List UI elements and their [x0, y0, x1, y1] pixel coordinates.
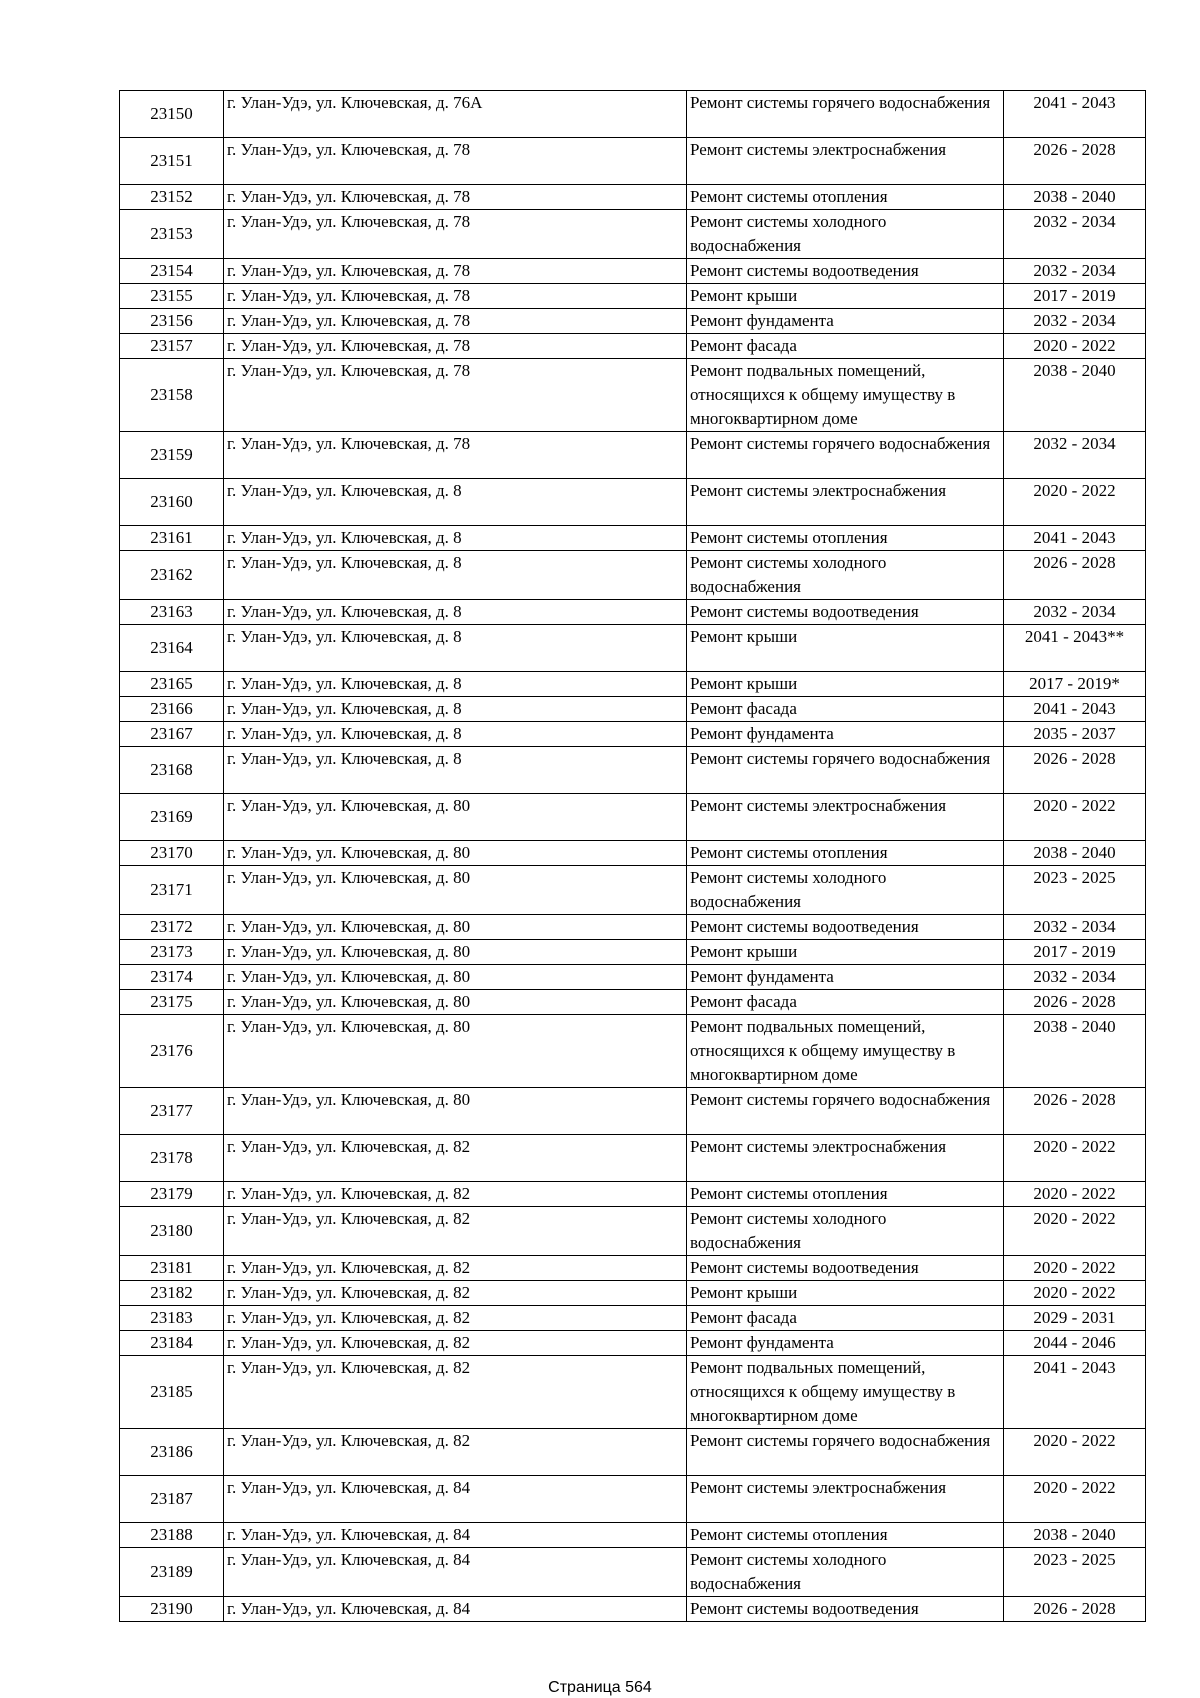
row-number: 23175 — [120, 990, 224, 1015]
table-row — [120, 841, 1146, 866]
row-period: 2035 - 2037 — [1004, 722, 1146, 747]
row-address: г. Улан-Удэ, ул. Ключевская, д. 78 — [224, 359, 687, 432]
row-work-type: Ремонт подвальных помещений, относящихся к общему имуществу в многоквартирном доме — [687, 1356, 1004, 1429]
row-number: 23155 — [120, 284, 224, 309]
table-row — [120, 210, 1146, 259]
row-address: г. Улан-Удэ, ул. Ключевская, д. 80 — [224, 866, 687, 915]
row-number: 23180 — [120, 1207, 224, 1256]
table-row — [120, 1429, 1146, 1476]
row-number: 23186 — [120, 1429, 224, 1476]
table-row — [120, 1182, 1146, 1207]
row-period: 2026 - 2028 — [1004, 1088, 1146, 1135]
row-address: г. Улан-Удэ, ул. Ключевская, д. 80 — [224, 1088, 687, 1135]
table-row — [120, 1015, 1146, 1088]
row-period: 2026 - 2028 — [1004, 138, 1146, 185]
row-period: 2020 - 2022 — [1004, 334, 1146, 359]
row-number: 23172 — [120, 915, 224, 940]
table-row — [120, 334, 1146, 359]
row-work-type: Ремонт крыши — [687, 625, 1004, 672]
row-address: г. Улан-Удэ, ул. Ключевская, д. 78 — [224, 309, 687, 334]
row-address: г. Улан-Удэ, ул. Ключевская, д. 84 — [224, 1476, 687, 1523]
table-row — [120, 866, 1146, 915]
row-address: г. Улан-Удэ, ул. Ключевская, д. 76А — [224, 91, 687, 138]
row-period: 2020 - 2022 — [1004, 479, 1146, 526]
row-work-type: Ремонт системы водоотведения — [687, 1597, 1004, 1622]
table-row — [120, 940, 1146, 965]
row-address: г. Улан-Удэ, ул. Ключевская, д. 82 — [224, 1429, 687, 1476]
row-period: 2023 - 2025 — [1004, 866, 1146, 915]
row-number: 23188 — [120, 1523, 224, 1548]
table-row — [120, 259, 1146, 284]
row-number: 23189 — [120, 1548, 224, 1597]
table-row — [120, 1207, 1146, 1256]
row-period: 2032 - 2034 — [1004, 259, 1146, 284]
row-address: г. Улан-Удэ, ул. Ключевская, д. 8 — [224, 479, 687, 526]
table-row — [120, 1356, 1146, 1429]
table-row — [120, 1548, 1146, 1597]
row-number: 23157 — [120, 334, 224, 359]
row-number: 23187 — [120, 1476, 224, 1523]
row-period: 2041 - 2043 — [1004, 91, 1146, 138]
table-row — [120, 600, 1146, 625]
row-number: 23154 — [120, 259, 224, 284]
row-address: г. Улан-Удэ, ул. Ключевская, д. 80 — [224, 940, 687, 965]
row-number: 23153 — [120, 210, 224, 259]
row-work-type: Ремонт системы электроснабжения — [687, 479, 1004, 526]
row-period: 2041 - 2043 — [1004, 526, 1146, 551]
row-work-type: Ремонт системы электроснабжения — [687, 1476, 1004, 1523]
row-period: 2020 - 2022 — [1004, 1135, 1146, 1182]
row-period: 2041 - 2043 — [1004, 1356, 1146, 1429]
row-period: 2020 - 2022 — [1004, 794, 1146, 841]
row-number: 23152 — [120, 185, 224, 210]
row-number: 23158 — [120, 359, 224, 432]
table-row — [120, 1281, 1146, 1306]
row-period: 2020 - 2022 — [1004, 1429, 1146, 1476]
row-address: г. Улан-Удэ, ул. Ключевская, д. 80 — [224, 915, 687, 940]
row-period: 2020 - 2022 — [1004, 1256, 1146, 1281]
row-address: г. Улан-Удэ, ул. Ключевская, д. 8 — [224, 747, 687, 794]
row-number: 23178 — [120, 1135, 224, 1182]
table-row — [120, 1523, 1146, 1548]
row-address: г. Улан-Удэ, ул. Ключевская, д. 8 — [224, 551, 687, 600]
row-number: 23150 — [120, 91, 224, 138]
row-number: 23190 — [120, 1597, 224, 1622]
row-number: 23184 — [120, 1331, 224, 1356]
row-work-type: Ремонт системы отопления — [687, 1182, 1004, 1207]
row-number: 23151 — [120, 138, 224, 185]
table-row — [120, 672, 1146, 697]
row-number: 23163 — [120, 600, 224, 625]
row-address: г. Улан-Удэ, ул. Ключевская, д. 84 — [224, 1597, 687, 1622]
row-address: г. Улан-Удэ, ул. Ключевская, д. 82 — [224, 1331, 687, 1356]
row-number: 23183 — [120, 1306, 224, 1331]
row-period: 2032 - 2034 — [1004, 965, 1146, 990]
row-address: г. Улан-Удэ, ул. Ключевская, д. 8 — [224, 600, 687, 625]
row-work-type: Ремонт системы холодного водоснабжения — [687, 1207, 1004, 1256]
table-row — [120, 1088, 1146, 1135]
row-address: г. Улан-Удэ, ул. Ключевская, д. 82 — [224, 1281, 687, 1306]
row-period: 2038 - 2040 — [1004, 841, 1146, 866]
row-work-type: Ремонт системы отопления — [687, 526, 1004, 551]
row-period: 2044 - 2046 — [1004, 1331, 1146, 1356]
row-address: г. Улан-Удэ, ул. Ключевская, д. 80 — [224, 990, 687, 1015]
row-address: г. Улан-Удэ, ул. Ключевская, д. 8 — [224, 672, 687, 697]
table-row — [120, 284, 1146, 309]
table-row — [120, 722, 1146, 747]
row-address: г. Улан-Удэ, ул. Ключевская, д. 78 — [224, 210, 687, 259]
row-number: 23176 — [120, 1015, 224, 1088]
row-period: 2041 - 2043** — [1004, 625, 1146, 672]
table-row — [120, 479, 1146, 526]
row-work-type: Ремонт системы холодного водоснабжения — [687, 1548, 1004, 1597]
table-row — [120, 309, 1146, 334]
row-address: г. Улан-Удэ, ул. Ключевская, д. 78 — [224, 185, 687, 210]
table-row — [120, 1306, 1146, 1331]
row-period: 2023 - 2025 — [1004, 1548, 1146, 1597]
row-period: 2017 - 2019 — [1004, 284, 1146, 309]
table-row — [120, 990, 1146, 1015]
row-work-type: Ремонт системы электроснабжения — [687, 1135, 1004, 1182]
row-work-type: Ремонт фасада — [687, 990, 1004, 1015]
table-row — [120, 965, 1146, 990]
row-address: г. Улан-Удэ, ул. Ключевская, д. 82 — [224, 1207, 687, 1256]
row-address: г. Улан-Удэ, ул. Ключевская, д. 82 — [224, 1356, 687, 1429]
row-work-type: Ремонт системы отопления — [687, 185, 1004, 210]
row-address: г. Улан-Удэ, ул. Ключевская, д. 8 — [224, 526, 687, 551]
row-work-type: Ремонт системы холодного водоснабжения — [687, 210, 1004, 259]
table-row — [120, 432, 1146, 479]
row-address: г. Улан-Удэ, ул. Ключевская, д. 82 — [224, 1135, 687, 1182]
row-number: 23169 — [120, 794, 224, 841]
row-address: г. Улан-Удэ, ул. Ключевская, д. 82 — [224, 1306, 687, 1331]
row-period: 2038 - 2040 — [1004, 1523, 1146, 1548]
row-work-type: Ремонт крыши — [687, 672, 1004, 697]
row-address: г. Улан-Удэ, ул. Ключевская, д. 8 — [224, 697, 687, 722]
row-work-type: Ремонт системы водоотведения — [687, 1256, 1004, 1281]
row-work-type: Ремонт фасада — [687, 334, 1004, 359]
row-address: г. Улан-Удэ, ул. Ключевская, д. 78 — [224, 138, 687, 185]
row-work-type: Ремонт системы отопления — [687, 841, 1004, 866]
row-period: 2041 - 2043 — [1004, 697, 1146, 722]
row-period: 2026 - 2028 — [1004, 747, 1146, 794]
row-number: 23168 — [120, 747, 224, 794]
row-work-type: Ремонт системы электроснабжения — [687, 794, 1004, 841]
table-row — [120, 1256, 1146, 1281]
row-number: 23166 — [120, 697, 224, 722]
row-period: 2032 - 2034 — [1004, 210, 1146, 259]
row-work-type: Ремонт системы горячего водоснабжения — [687, 432, 1004, 479]
row-work-type: Ремонт системы водоотведения — [687, 600, 1004, 625]
row-number: 23162 — [120, 551, 224, 600]
row-address: г. Улан-Удэ, ул. Ключевская, д. 84 — [224, 1523, 687, 1548]
row-number: 23174 — [120, 965, 224, 990]
row-number: 23170 — [120, 841, 224, 866]
row-work-type: Ремонт системы горячего водоснабжения — [687, 1429, 1004, 1476]
row-work-type: Ремонт подвальных помещений, относящихся к общему имуществу в многоквартирном доме — [687, 1015, 1004, 1088]
row-period: 2017 - 2019* — [1004, 672, 1146, 697]
row-period: 2032 - 2034 — [1004, 915, 1146, 940]
row-address: г. Улан-Удэ, ул. Ключевская, д. 80 — [224, 794, 687, 841]
table-row — [120, 359, 1146, 432]
row-work-type: Ремонт крыши — [687, 940, 1004, 965]
row-number: 23181 — [120, 1256, 224, 1281]
row-period: 2020 - 2022 — [1004, 1182, 1146, 1207]
row-work-type: Ремонт фундамента — [687, 722, 1004, 747]
row-work-type: Ремонт системы холодного водоснабжения — [687, 551, 1004, 600]
table-row — [120, 138, 1146, 185]
row-work-type: Ремонт фасада — [687, 697, 1004, 722]
table-row — [120, 551, 1146, 600]
row-work-type: Ремонт системы электроснабжения — [687, 138, 1004, 185]
row-work-type: Ремонт фундамента — [687, 1331, 1004, 1356]
table-body — [120, 91, 1146, 1622]
row-address: г. Улан-Удэ, ул. Ключевская, д. 78 — [224, 334, 687, 359]
table-row — [120, 1135, 1146, 1182]
table-row — [120, 625, 1146, 672]
row-period: 2032 - 2034 — [1004, 309, 1146, 334]
row-address: г. Улан-Удэ, ул. Ключевская, д. 8 — [224, 625, 687, 672]
row-period: 2020 - 2022 — [1004, 1281, 1146, 1306]
row-number: 23177 — [120, 1088, 224, 1135]
table-row — [120, 526, 1146, 551]
table-row — [120, 1331, 1146, 1356]
row-work-type: Ремонт фундамента — [687, 965, 1004, 990]
row-number: 23160 — [120, 479, 224, 526]
repair-schedule-table — [119, 90, 1146, 1622]
table-row — [120, 747, 1146, 794]
row-period: 2029 - 2031 — [1004, 1306, 1146, 1331]
row-period: 2032 - 2034 — [1004, 432, 1146, 479]
row-number: 23161 — [120, 526, 224, 551]
table-row — [120, 1597, 1146, 1622]
row-number: 23182 — [120, 1281, 224, 1306]
row-period: 2026 - 2028 — [1004, 551, 1146, 600]
row-period: 2032 - 2034 — [1004, 600, 1146, 625]
row-period: 2038 - 2040 — [1004, 185, 1146, 210]
row-period: 2017 - 2019 — [1004, 940, 1146, 965]
row-work-type: Ремонт системы холодного водоснабжения — [687, 866, 1004, 915]
row-work-type: Ремонт фасада — [687, 1306, 1004, 1331]
row-address: г. Улан-Удэ, ул. Ключевская, д. 80 — [224, 841, 687, 866]
row-address: г. Улан-Удэ, ул. Ключевская, д. 82 — [224, 1182, 687, 1207]
row-number: 23179 — [120, 1182, 224, 1207]
row-number: 23171 — [120, 866, 224, 915]
row-work-type: Ремонт подвальных помещений, относящихся к общему имуществу в многоквартирном доме — [687, 359, 1004, 432]
table-row — [120, 915, 1146, 940]
row-work-type: Ремонт системы горячего водоснабжения — [687, 91, 1004, 138]
row-address: г. Улан-Удэ, ул. Ключевская, д. 80 — [224, 1015, 687, 1088]
row-period: 2020 - 2022 — [1004, 1207, 1146, 1256]
row-period: 2020 - 2022 — [1004, 1476, 1146, 1523]
row-period: 2038 - 2040 — [1004, 359, 1146, 432]
row-number: 23164 — [120, 625, 224, 672]
row-address: г. Улан-Удэ, ул. Ключевская, д. 78 — [224, 284, 687, 309]
row-number: 23156 — [120, 309, 224, 334]
row-number: 23165 — [120, 672, 224, 697]
row-address: г. Улан-Удэ, ул. Ключевская, д. 80 — [224, 965, 687, 990]
row-work-type: Ремонт системы горячего водоснабжения — [687, 1088, 1004, 1135]
row-work-type: Ремонт системы водоотведения — [687, 915, 1004, 940]
table-row — [120, 91, 1146, 138]
row-number: 23173 — [120, 940, 224, 965]
row-period: 2026 - 2028 — [1004, 1597, 1146, 1622]
row-work-type: Ремонт системы горячего водоснабжения — [687, 747, 1004, 794]
row-number: 23167 — [120, 722, 224, 747]
row-work-type: Ремонт крыши — [687, 284, 1004, 309]
table-row — [120, 794, 1146, 841]
row-work-type: Ремонт фундамента — [687, 309, 1004, 334]
table-row — [120, 1476, 1146, 1523]
row-work-type: Ремонт системы отопления — [687, 1523, 1004, 1548]
page-number: Страница 564 — [548, 1679, 652, 1696]
row-work-type: Ремонт системы водоотведения — [687, 259, 1004, 284]
row-address: г. Улан-Удэ, ул. Ключевская, д. 78 — [224, 259, 687, 284]
table-row — [120, 697, 1146, 722]
row-number: 23159 — [120, 432, 224, 479]
row-address: г. Улан-Удэ, ул. Ключевская, д. 82 — [224, 1256, 687, 1281]
table-row — [120, 185, 1146, 210]
row-address: г. Улан-Удэ, ул. Ключевская, д. 84 — [224, 1548, 687, 1597]
row-period: 2026 - 2028 — [1004, 990, 1146, 1015]
row-address: г. Улан-Удэ, ул. Ключевская, д. 8 — [224, 722, 687, 747]
row-work-type: Ремонт крыши — [687, 1281, 1004, 1306]
row-number: 23185 — [120, 1356, 224, 1429]
row-address: г. Улан-Удэ, ул. Ключевская, д. 78 — [224, 432, 687, 479]
row-period: 2038 - 2040 — [1004, 1015, 1146, 1088]
